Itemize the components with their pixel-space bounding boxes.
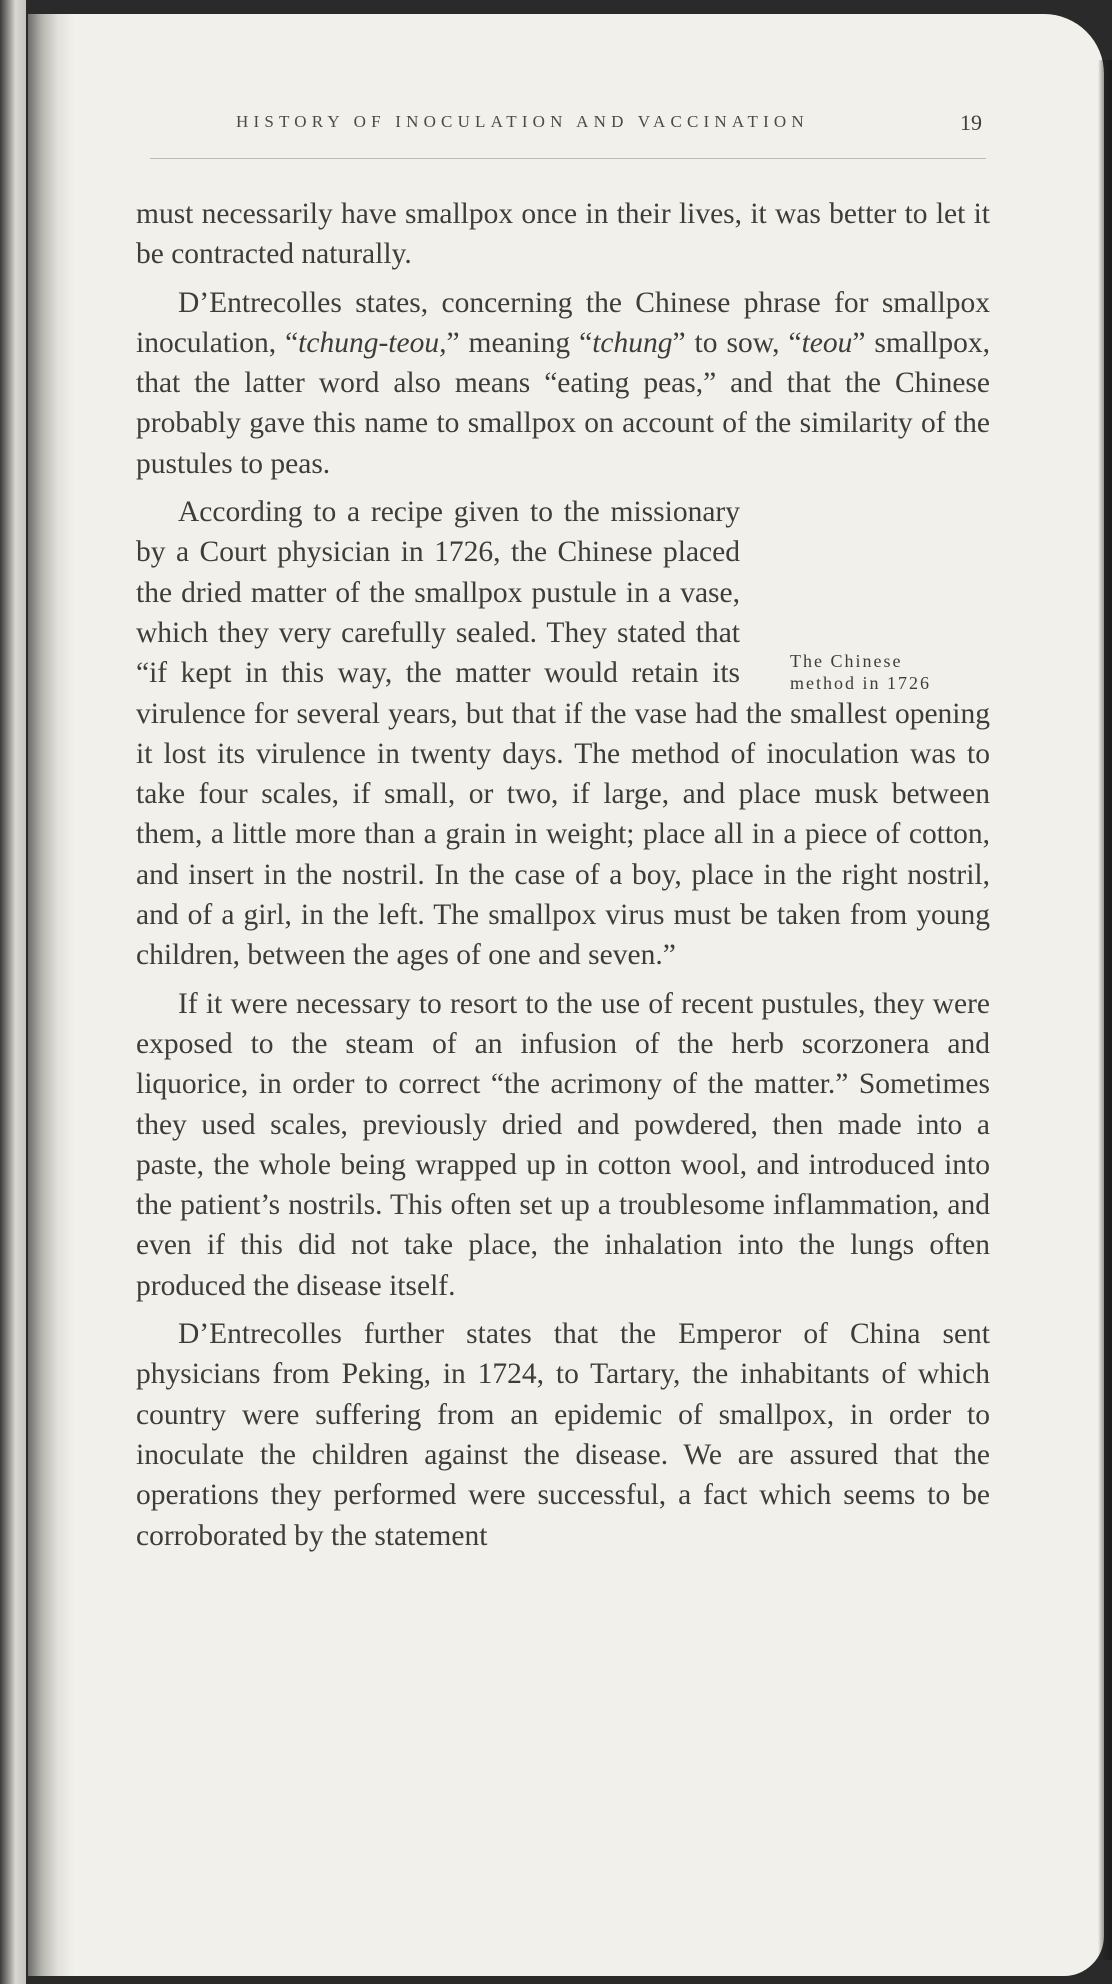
paragraph-1: must necessarily have smallpox once in their lives, it was better to let it be contracted naturally.	[136, 198, 990, 271]
paragraph-2-text-d: ” smallpox, that the latter word also means “eating peas,” and that the Chinese probably gave this name to smallpox on account of the similarity of the pustules to peas.	[136, 326, 990, 480]
paragraph-2-text-c: ” to sow, “	[672, 326, 802, 359]
paragraph-2-text-b: ” meaning “	[446, 326, 593, 359]
margin-note-line-1: The Chinese	[790, 651, 903, 671]
running-header: HISTORY OF INOCULATION AND VACCINATION	[236, 112, 809, 131]
margin-note-line-2: method in 1726	[790, 673, 931, 693]
term-tchung: tchung	[592, 326, 673, 359]
body-text	[136, 194, 990, 1564]
header-rule	[150, 158, 986, 159]
paragraph-2-text-a: D’Entrecolles states, concerning the Chinese phrase for smallpox inoculation, “	[136, 286, 990, 359]
paragraph-2	[136, 283, 990, 484]
page-number: 19	[960, 110, 982, 135]
paragraph-4: If it were necessary to resort to the use of recent pustules, they were exposed to the steam of an infusion of the herb scorzonera and liquorice, in order to correct “the acrimony of the matter.” Sometimes they used scales, previously dried and powdered, then made into a paste, the whole being wrapped up in cotton wool, and introduced into the patient’s nostrils. This often set up a troublesome inflammation, and even if this did not take place, the inhalation into the lungs often produced the disease itself.	[136, 987, 990, 1302]
paragraph-3	[136, 492, 990, 976]
right-page-edge	[1098, 60, 1112, 1960]
left-page-edge	[0, 0, 26, 1984]
paragraph-3-text: According to a recipe given to the missionary by a Court physician in 1726, the Chinese placed the dried matter of the smallpox pustule in a vase, which they very carefully sealed. They stated that “if kept in this way, the matter would retain its virulence for several years, but that if the vase had the smallest opening it lost its virulence in twenty days. The method of inoculation was to take four scales, if small, or two, if large, and place musk between them, a little more than a grain in weight; place all in a piece of cotton, and insert in the nostril. In the case of a boy, place in the right nostril, and of a girl, in the left. The smallpox virus must be taken from young children, between the ages of one and seven.”	[136, 496, 990, 972]
spine-shadow	[28, 14, 74, 1976]
margin-note-space	[740, 572, 990, 668]
term-tchung-teou: tchung-teou,	[298, 326, 447, 359]
paragraph-5: D’Entrecolles further states that the Emperor of China sent physicians from Peking, in 1724, to Tartary, the inhabitants of which country were suffering from an epidemic of smallpox, in order to inoculate the children against the disease. We are assured that the operations they performed were successful, a fact which seems to be corroborated by the statement	[136, 1318, 990, 1552]
term-teou: teou	[801, 326, 853, 359]
